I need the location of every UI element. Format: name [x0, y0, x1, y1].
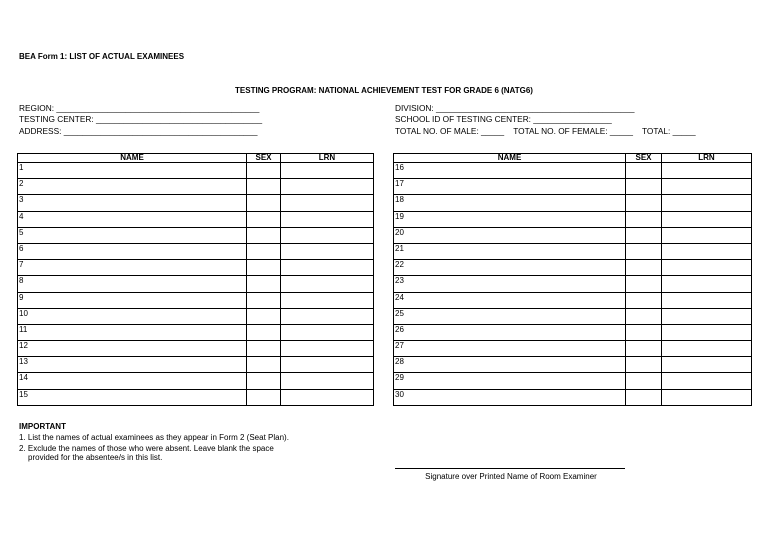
sex-cell[interactable]	[626, 195, 662, 211]
name-column-header: NAME	[18, 154, 247, 163]
sex-cell[interactable]	[247, 324, 281, 340]
table-row	[394, 211, 752, 227]
examinee-table-right	[393, 153, 752, 406]
name-cell[interactable]	[394, 357, 626, 373]
table-row	[18, 357, 374, 373]
sex-cell[interactable]	[247, 389, 281, 405]
name-cell[interactable]	[18, 195, 247, 211]
important-heading: IMPORTANT	[19, 422, 66, 431]
sex-cell[interactable]	[247, 195, 281, 211]
row-number: 28	[395, 357, 404, 367]
name-cell[interactable]	[394, 195, 626, 211]
sex-column-header: SEX	[247, 154, 281, 163]
sex-cell[interactable]	[626, 163, 662, 179]
row-number: 9	[19, 292, 24, 302]
lrn-cell[interactable]	[662, 341, 752, 357]
lrn-cell[interactable]	[281, 211, 374, 227]
table-row	[394, 227, 752, 243]
row-number: 16	[395, 163, 404, 172]
table-row	[18, 227, 374, 243]
lrn-cell[interactable]	[662, 292, 752, 308]
name-cell[interactable]	[394, 389, 626, 405]
name-cell[interactable]	[18, 341, 247, 357]
examinee-table-left	[17, 153, 374, 406]
sex-cell[interactable]	[247, 357, 281, 373]
name-cell[interactable]	[18, 292, 247, 308]
row-number: 13	[19, 357, 28, 367]
sex-cell[interactable]	[626, 211, 662, 227]
row-number: 10	[19, 308, 28, 318]
name-cell[interactable]	[18, 276, 247, 292]
lrn-cell[interactable]	[662, 373, 752, 389]
sex-cell[interactable]	[626, 324, 662, 340]
lrn-cell[interactable]	[662, 179, 752, 195]
row-number: 21	[395, 243, 404, 253]
lrn-column-header: LRN	[281, 154, 374, 163]
row-number: 26	[395, 324, 404, 334]
lrn-cell[interactable]	[281, 260, 374, 276]
table-row	[18, 211, 374, 227]
totals-field: TOTAL NO. OF MALE: _____ TOTAL NO. OF FEMALE: _____ TOTAL: _____	[395, 126, 696, 136]
table-row	[394, 243, 752, 259]
row-number: 30	[395, 389, 404, 399]
instruction-1: 1. List the names of actual examinees as they appear in Form 2 (Seat Plan).	[19, 433, 289, 442]
lrn-cell[interactable]	[281, 292, 374, 308]
name-cell[interactable]	[18, 227, 247, 243]
table-row	[394, 163, 752, 179]
row-number: 7	[19, 260, 24, 270]
name-cell[interactable]	[18, 260, 247, 276]
lrn-cell[interactable]	[281, 308, 374, 324]
name-cell[interactable]	[18, 389, 247, 405]
table-row	[394, 324, 752, 340]
sex-cell[interactable]	[247, 373, 281, 389]
name-cell[interactable]	[18, 211, 247, 227]
lrn-cell[interactable]	[662, 357, 752, 373]
lrn-cell[interactable]	[662, 324, 752, 340]
row-number: 25	[395, 308, 404, 318]
sex-cell[interactable]	[247, 292, 281, 308]
table-row	[18, 308, 374, 324]
row-number: 12	[19, 341, 28, 351]
region-field: REGION: ____________________________________________	[19, 103, 260, 113]
row-number: 29	[395, 373, 404, 383]
lrn-column-header: LRN	[662, 154, 752, 163]
table-row	[394, 357, 752, 373]
sex-cell[interactable]	[626, 373, 662, 389]
instruction-2: 2. Exclude the names of those who were absent. Leave blank the space	[19, 444, 274, 453]
row-number: 27	[395, 341, 404, 351]
lrn-cell[interactable]	[662, 211, 752, 227]
sex-cell[interactable]	[626, 179, 662, 195]
row-number: 24	[395, 292, 404, 302]
signature-line	[395, 468, 625, 469]
sex-cell[interactable]	[247, 341, 281, 357]
sex-cell[interactable]	[626, 341, 662, 357]
row-number: 22	[395, 260, 404, 270]
lrn-cell[interactable]	[281, 179, 374, 195]
table-row	[18, 163, 374, 179]
name-cell[interactable]	[394, 243, 626, 259]
table-row	[18, 292, 374, 308]
name-cell[interactable]	[18, 357, 247, 373]
sex-column-header: SEX	[626, 154, 662, 163]
name-cell[interactable]	[18, 308, 247, 324]
table-row	[394, 341, 752, 357]
sex-cell[interactable]	[626, 227, 662, 243]
name-cell[interactable]	[18, 179, 247, 195]
row-number: 6	[19, 243, 24, 253]
name-cell[interactable]	[394, 163, 626, 179]
name-cell[interactable]	[394, 260, 626, 276]
sex-cell[interactable]	[247, 243, 281, 259]
name-cell[interactable]	[18, 163, 247, 179]
name-cell[interactable]	[18, 373, 247, 389]
sex-cell[interactable]	[247, 227, 281, 243]
row-number: 19	[395, 211, 404, 221]
lrn-cell[interactable]	[662, 308, 752, 324]
name-cell[interactable]	[394, 308, 626, 324]
testing-program-heading: TESTING PROGRAM: NATIONAL ACHIEVEMENT TEST FOR GRADE 6 (NATG6)	[235, 86, 533, 95]
sex-cell[interactable]	[626, 260, 662, 276]
table-row	[18, 195, 374, 211]
lrn-cell[interactable]	[662, 243, 752, 259]
table-row	[18, 324, 374, 340]
table-row	[394, 179, 752, 195]
sex-cell[interactable]	[247, 260, 281, 276]
name-cell[interactable]	[394, 276, 626, 292]
name-cell[interactable]	[394, 373, 626, 389]
name-column-header: NAME	[394, 154, 626, 163]
lrn-cell[interactable]	[662, 276, 752, 292]
sex-cell[interactable]	[247, 276, 281, 292]
name-cell[interactable]	[394, 292, 626, 308]
table-row	[394, 292, 752, 308]
row-number: 17	[395, 179, 404, 189]
row-number: 11	[19, 324, 28, 334]
lrn-cell[interactable]	[662, 389, 752, 405]
row-number: 4	[19, 211, 24, 221]
table-row	[18, 373, 374, 389]
sex-cell[interactable]	[247, 211, 281, 227]
testing-center-field: TESTING CENTER: ____________________________________	[19, 114, 263, 124]
table-row	[18, 341, 374, 357]
table-row	[18, 243, 374, 259]
table-row	[18, 389, 374, 405]
division-field: DIVISION: ___________________________________________	[395, 103, 635, 113]
name-cell[interactable]	[394, 211, 626, 227]
row-number: 14	[19, 373, 28, 383]
row-number: 18	[395, 195, 404, 205]
sex-cell[interactable]	[626, 276, 662, 292]
lrn-cell[interactable]	[281, 389, 374, 405]
row-number: 2	[19, 179, 24, 189]
form-title: BEA Form 1: LIST OF ACTUAL EXAMINEES	[19, 52, 185, 61]
table-row	[394, 308, 752, 324]
lrn-cell[interactable]	[281, 324, 374, 340]
lrn-cell[interactable]	[662, 195, 752, 211]
lrn-cell[interactable]	[281, 276, 374, 292]
lrn-cell[interactable]	[281, 373, 374, 389]
row-number: 23	[395, 276, 404, 286]
name-cell[interactable]	[394, 324, 626, 340]
sex-cell[interactable]	[626, 243, 662, 259]
sex-cell[interactable]	[626, 357, 662, 373]
table-row	[394, 195, 752, 211]
sex-cell[interactable]	[626, 308, 662, 324]
table-row	[18, 276, 374, 292]
table-row	[18, 179, 374, 195]
lrn-cell[interactable]	[281, 341, 374, 357]
sex-cell[interactable]	[247, 179, 281, 195]
signature-caption: Signature over Printed Name of Room Examiner	[425, 472, 597, 481]
sex-cell[interactable]	[247, 308, 281, 324]
row-number: 15	[19, 389, 28, 399]
sex-cell[interactable]	[626, 292, 662, 308]
row-number: 3	[19, 195, 24, 205]
table-row	[394, 373, 752, 389]
name-cell[interactable]	[18, 324, 247, 340]
row-number: 5	[19, 227, 24, 237]
lrn-cell[interactable]	[281, 195, 374, 211]
sex-cell[interactable]	[626, 389, 662, 405]
instruction-2-continued: provided for the absentee/s in this list.	[28, 453, 163, 462]
table-row	[394, 260, 752, 276]
row-number: 8	[19, 276, 24, 286]
table-row	[394, 276, 752, 292]
address-field: ADDRESS: __________________________________________	[19, 126, 258, 136]
name-cell[interactable]	[394, 179, 626, 195]
name-cell[interactable]	[394, 341, 626, 357]
lrn-cell[interactable]	[662, 163, 752, 179]
lrn-cell[interactable]	[281, 227, 374, 243]
lrn-cell[interactable]	[662, 260, 752, 276]
lrn-cell[interactable]	[281, 357, 374, 373]
table-row	[18, 260, 374, 276]
lrn-cell[interactable]	[281, 163, 374, 179]
table-row	[394, 389, 752, 405]
name-cell[interactable]	[394, 227, 626, 243]
row-number: 1	[19, 163, 24, 172]
name-cell[interactable]	[18, 243, 247, 259]
sex-cell[interactable]	[247, 163, 281, 179]
school-id-field: SCHOOL ID OF TESTING CENTER: _________________	[395, 114, 612, 124]
lrn-cell[interactable]	[662, 227, 752, 243]
lrn-cell[interactable]	[281, 243, 374, 259]
row-number: 20	[395, 227, 404, 237]
